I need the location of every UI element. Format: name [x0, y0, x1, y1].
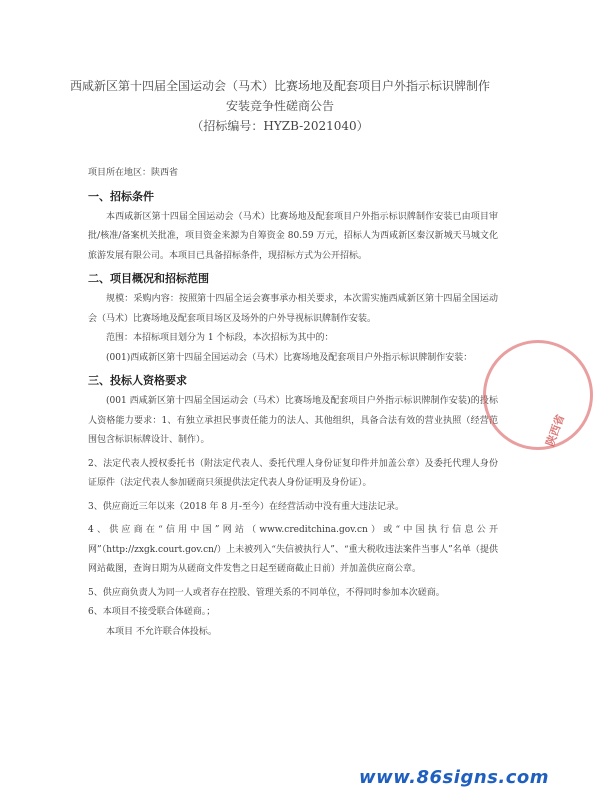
section-3-paragraph-1: (001 西咸新区第十四届全国运动会（马术）比赛场地及配套项目户外指示标识牌制作安装)的投标人资格能力要求：1、有独立承担民事责任能力的法人、其他组织，具备合法有效的营业执照（经营范围包含标识标牌设计、制作）。 — [88, 396, 498, 445]
section-2-heading: 二、项目概况和招标范围 — [88, 272, 209, 285]
section-1-paragraph: 本西咸新区第十四届全国运动会（马术）比赛场地及配套项目户外指示标识牌制作安装已由项目审批/核准/备案机关批准，项目资金来源为自筹资金 80.59 万元，招标人为西咸新区秦汉新城天马城文化旅游发展有限公司。本项目已具备招标条件，现招标方式为公开招标。 — [88, 211, 498, 261]
section-3-paragraph-2: 2、法定代表人授权委托书（附法定代表人、委托代理人身份证复印件并加盖公章）及委托代理人身份证原件（法定代表人参加磋商只须提供法定代表人身份证明及身份证）。 — [88, 458, 498, 488]
section-3-heading: 三、投标人资格要求 — [88, 374, 187, 387]
document-body — [88, 164, 498, 642]
section-3-paragraph-5: 5、供应商负责人为同一人或者存在控股、管理关系的不同单位，不得同时参加本次磋商。 — [88, 587, 445, 598]
section-2-paragraph-3: (001)西咸新区第十四届全国运动会（马术）比赛场地及配套项目户外指示标识牌制作安装： — [106, 352, 473, 363]
title-line-1: 西咸新区第十四届全国运动会（马术）比赛场地及配套项目户外指示标识牌制作 — [69, 79, 490, 93]
title-line-2: 安装竞争性磋商公告 — [225, 99, 334, 113]
section-3-paragraph-7: 本项目 不允许联合体投标。 — [106, 626, 217, 637]
seal-stamp — [483, 340, 593, 450]
document-title — [60, 76, 500, 136]
section-2-paragraph-2: 范围：本招标项目划分为 1 个标段，本次招标为其中的： — [106, 333, 334, 343]
project-region: 项目所在地区：陕西省 — [88, 168, 179, 178]
section-2-paragraph-1: 规模：采购内容：按照第十四届全运会赛事承办相关要求，本次需实施西咸新区第十四届全国运动会（马术）比赛场地及配套项目场区及场外的户外导视标识牌制作安装。 — [88, 294, 498, 324]
site-watermark: www.86signs.com — [358, 767, 549, 788]
title-line-3: （招标编号：HYZB-2021040） — [191, 119, 369, 133]
section-1-heading: 一、招标条件 — [88, 189, 154, 203]
section-3-paragraph-4: 4、供应商在“信用中国”网站（www.creditchina.gov.cn）或“中国执行信息公开网”（http://zxgk.court.gov.cn/）上未被列入“失信被执行人”、“重大税收违法案件当事人”名单（提供网站截图，查询日期为从磋商文件发售之日起至磋商截止日前）并加盖供应商公章。 — [88, 525, 498, 574]
section-3-paragraph-3: 3、供应商近三年以来（2018 年 8 月-至今）在经营活动中没有重大违法记录。 — [88, 501, 404, 512]
seal-stamp-text: 陕西省 — [543, 412, 568, 449]
section-3-paragraph-6: 6、本项目不接受联合体磋商。； — [88, 607, 216, 617]
